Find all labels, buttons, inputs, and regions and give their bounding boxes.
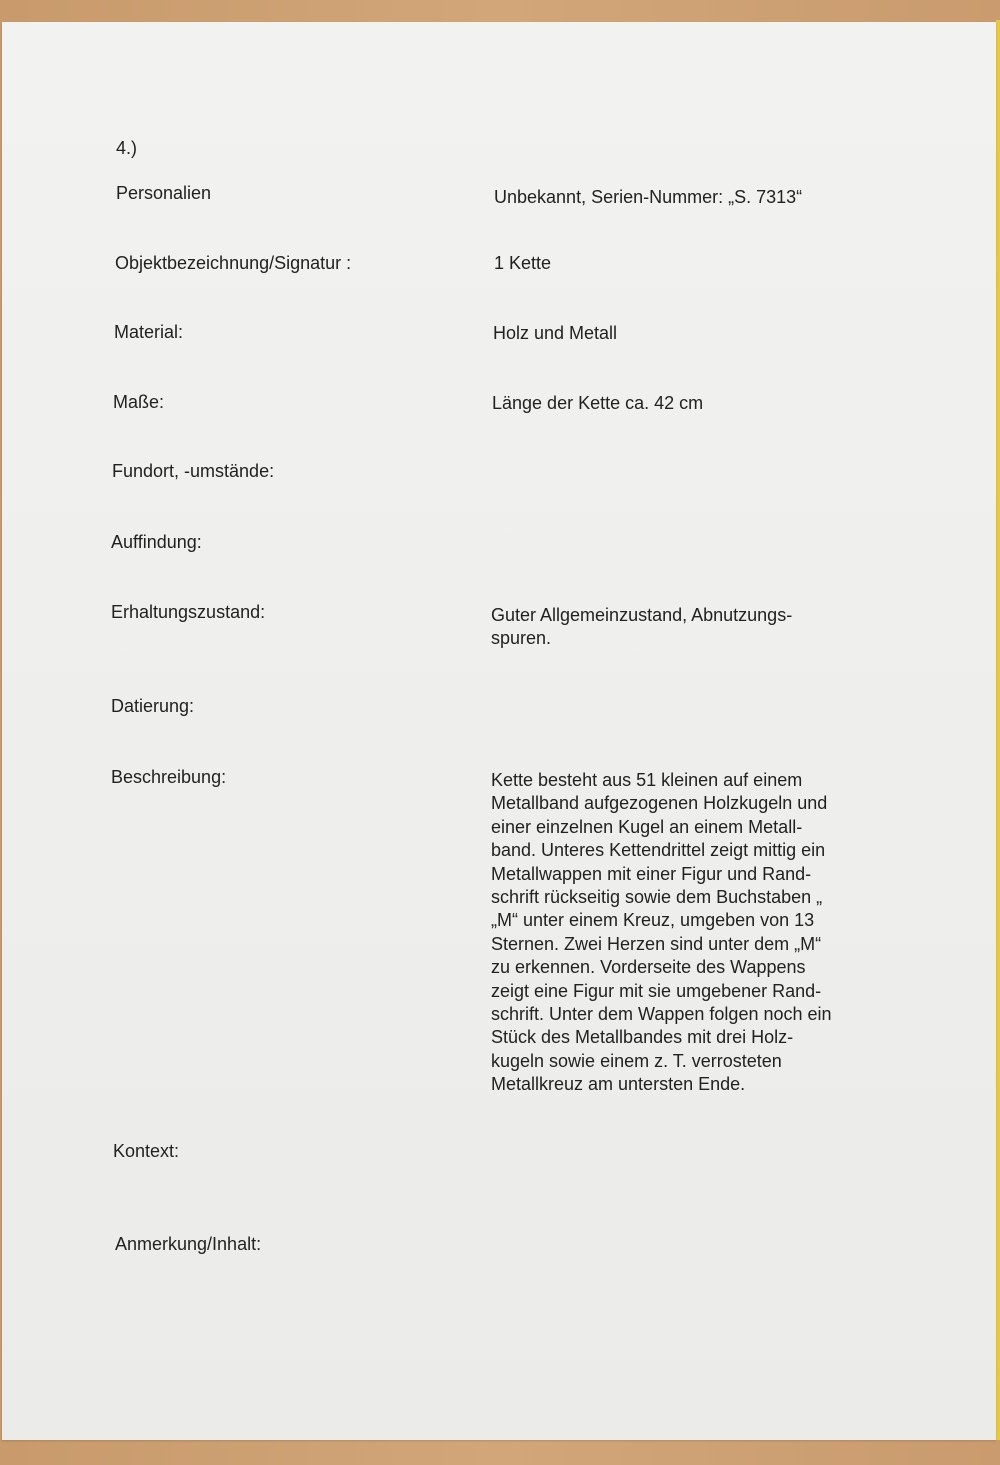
description-line: Stück des Metallbandes mit drei Holz- — [491, 1027, 794, 1048]
label-kontext: Kontext: — [113, 1141, 180, 1161]
label-auffindung: Auffindung: — [111, 532, 202, 552]
label-material: Material: — [114, 322, 184, 342]
label-objektbezeichnung: Objektbezeichnung/Signatur : — [115, 253, 352, 273]
value-material: Holz und Metall — [493, 323, 618, 343]
label-masse: Maße: — [113, 392, 165, 412]
description-line: einer einzelnen Kugel an einem Metall- — [491, 816, 803, 837]
label-personalien: Personalien — [116, 183, 212, 203]
description-line: Metallwappen mit einer Figur und Rand- — [491, 863, 812, 884]
description-line: Sternen. Zwei Herzen sind unter dem „M“ — [491, 933, 822, 954]
value-personalien: Unbekannt, Serien-Nummer: „S. 7313“ — [494, 187, 803, 207]
description-line: Metallkreuz am untersten Ende. — [491, 1074, 746, 1095]
description-line: schrift rückseitig sowie dem Buchstaben „ — [491, 887, 823, 908]
value-masse: Länge der Kette ca. 42 cm — [492, 393, 704, 413]
description-line: Metallband aufgezogenen Holzkugeln und — [491, 793, 828, 814]
label-fundort: Fundort, -umstände: — [112, 461, 275, 481]
value-beschreibung — [491, 769, 891, 1097]
value-erhaltungszustand — [491, 604, 792, 650]
description-line: schrift. Unter dem Wappen folgen noch ein — [491, 1004, 832, 1025]
description-line: band. Unteres Kettendrittel zeigt mittig ein — [491, 840, 826, 861]
label-beschreibung: Beschreibung: — [111, 767, 227, 787]
entry-number: 4.) — [116, 138, 138, 158]
description-line: „M“ unter einem Kreuz, umgeben von 13 — [491, 910, 815, 931]
value-objektbezeichnung: 1 Kette — [494, 253, 552, 273]
label-anmerkung: Anmerkung/Inhalt: — [115, 1234, 262, 1254]
description-line: zu erkennen. Vorderseite des Wappens — [491, 957, 806, 978]
description-line: kugeln sowie einem z. T. verrosteten — [491, 1050, 782, 1071]
description-line: zeigt eine Figur mit sie umgebener Rand- — [491, 980, 822, 1001]
label-erhaltungszustand: Erhaltungszustand: — [111, 602, 266, 622]
document-sheet — [2, 22, 996, 1440]
description-line: Kette besteht aus 51 kleinen auf einem — [491, 770, 803, 790]
label-datierung: Datierung: — [111, 696, 195, 716]
value-line: spuren. — [491, 628, 552, 648]
folder-edge — [996, 20, 1000, 1440]
value-line: Guter Allgemeinzustand, Abnutzungs- — [491, 605, 793, 625]
